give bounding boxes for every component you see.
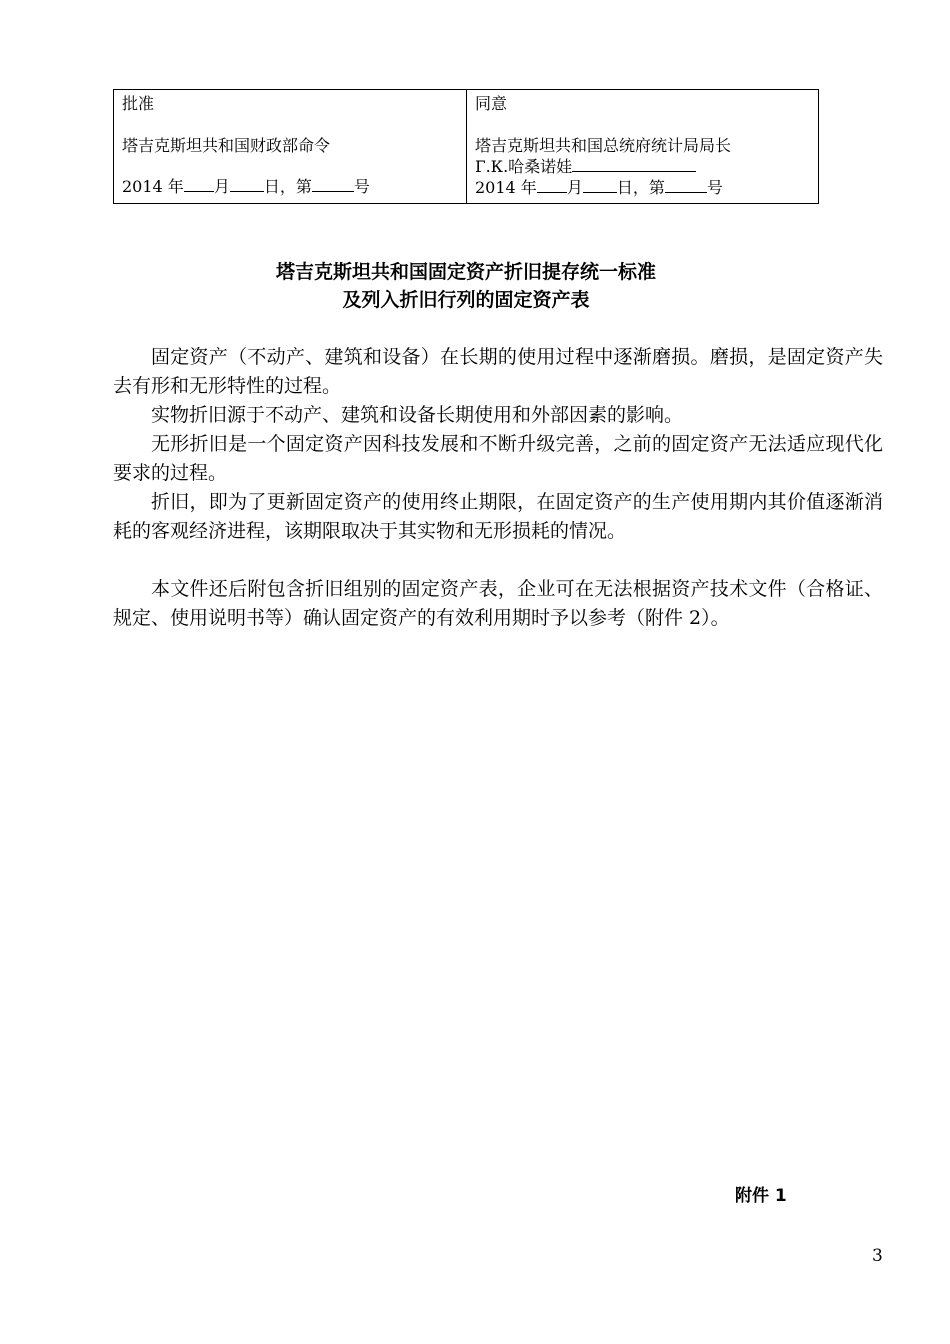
title-line-2: 及列入折旧行列的固定资产表 (342, 289, 590, 311)
date-day: 日，第 (616, 178, 665, 197)
paragraph: 固定资产（不动产、建筑和设备）在长期的使用过程中逐渐磨损。磨损，是固定资产失去有形和无形特性的过程。 (113, 346, 883, 397)
approval-cell-right (467, 90, 819, 204)
day-blank (583, 177, 617, 193)
body-text (113, 343, 883, 633)
paragraph: 无形折旧是一个固定资产因科技发展和不断升级完善，之前的固定资产无法适应现代化要求的过程。 (113, 433, 883, 484)
date-day: 日，第 (263, 177, 312, 196)
date-month: 月 (566, 178, 583, 197)
approval-authority: 塔吉克斯坦共和国财政部命令 (122, 136, 331, 155)
approval-cell-left (114, 90, 467, 204)
day-blank (230, 176, 264, 192)
month-blank (184, 176, 214, 192)
month-blank (537, 177, 567, 193)
consent-heading: 同意 (475, 94, 508, 113)
date-month: 月 (213, 177, 230, 196)
annex-label: 附件 1 (735, 1186, 787, 1206)
signature-blank (572, 156, 696, 172)
page-number: 3 (872, 1246, 883, 1266)
number-blank (665, 177, 707, 193)
consent-authority: 塔吉克斯坦共和国总统府统计局局长 (475, 136, 732, 155)
approval-heading: 批准 (122, 94, 155, 113)
document-title (113, 258, 819, 314)
signatory-name: Г.К.哈桑诺娃 (475, 157, 573, 176)
date-no: 号 (706, 178, 723, 197)
paragraph: 实物折旧源于不动产、建筑和设备长期使用和外部因素的影响。 (151, 404, 684, 426)
approval-date-line (122, 176, 458, 197)
consent-date-line (475, 177, 810, 198)
paragraph: 本文件还后附包含折旧组别的固定资产表，企业可在无法根据资产技术文件（合格证、规定、使用说明书等）确认固定资产的有效利用期时予以参考（附件 2）。 (113, 578, 883, 629)
signature-line (475, 156, 810, 177)
paragraph: 折旧，即为了更新固定资产的使用终止期限，在固定资产的生产使用期内其价值逐渐消耗的客观经济进程，该期限取决于其实物和无形损耗的情况。 (113, 491, 883, 542)
date-year: 2014 年 (475, 178, 537, 197)
approval-table (113, 89, 819, 204)
date-year: 2014 年 (122, 177, 184, 196)
date-no: 号 (353, 177, 370, 196)
number-blank (312, 176, 354, 192)
title-line-1: 塔吉克斯坦共和国固定资产折旧提存统一标准 (275, 261, 656, 283)
